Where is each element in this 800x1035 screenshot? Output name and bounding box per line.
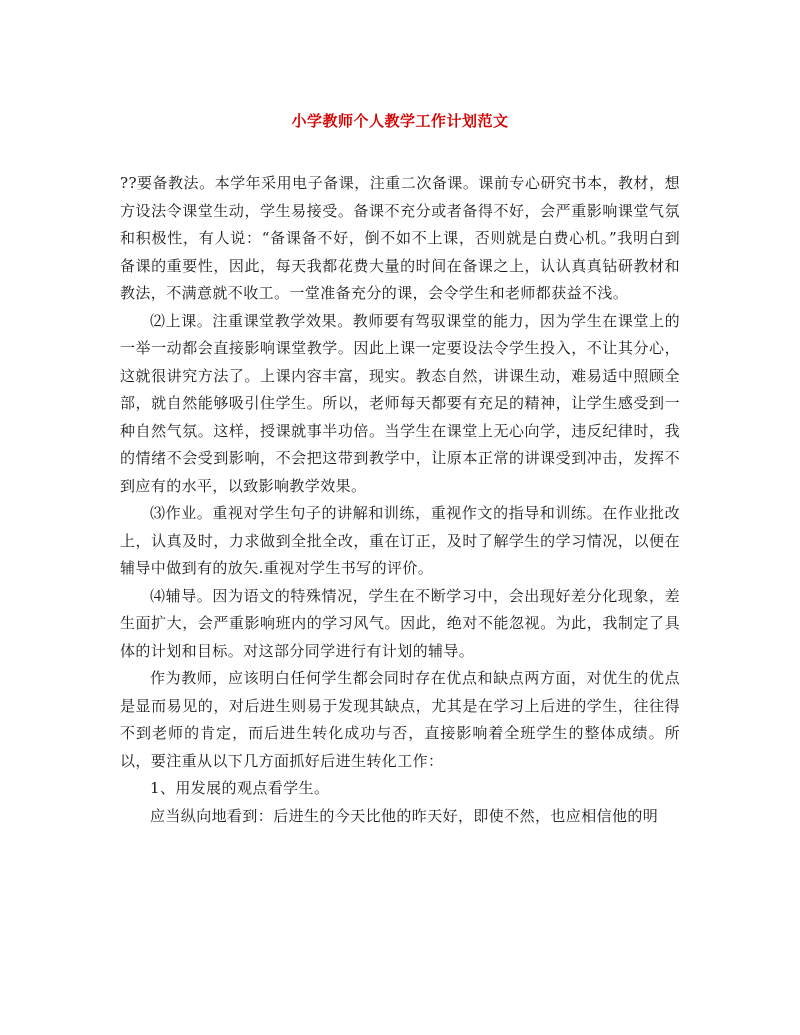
paragraph-homework: ⑶作业。重视对学生句子的讲解和训练，重视作文的指导和训练。在作业批改上，认真及时，力求做到全批全改，重在订正，及时了解学生的学习情况，以便在辅导中做到有的放矢.重视对学生书写的评价。 [120,504,680,577]
paragraph-prepare-methods: ??要备教法。本学年采用电子备课，注重二次备课。课前专心研究书本，教材，想方设法令课堂生动，学生易接受。备课不充分或者备得不好，会严重影响课堂气氛和积极性，有人说：“备课备不好，倒不如不上课，否则就是白费心机。”我明白到备课的重要性，因此，每天我都花费大量的时间在备课之上，认认真真钻研教材和教法，不满意就不收工。一堂准备充分的课，会令学生和老师都获益不浅。 [120,174,680,302]
paragraph-class-teaching: ⑵上课。注重课堂教学效果。教师要有驾驭课堂的能力，因为学生在课堂上的一举一动都会直接影响课堂教学。因此上课一定要设法令学生投入，不让其分心，这就很讲究方法了。上课内容丰富，现实。教态自然，讲课生动，难易适中照顾全部，就自然能够吸引住学生。所以，老师每天都要有充足的精神，让学生感受到一种自然气氛。这样，授课就事半功倍。当学生在课堂上无心向学，违反纪律时，我的情绪不会受到影响，不会把这带到教学中，让原本正常的讲课受到冲击，发挥不到应有的水平，以致影响教学效果。 [120,311,680,495]
document-body [120,170,680,830]
document-title: 小学教师个人教学工作计划范文 [291,112,509,130]
paragraph-vertical-view: 应当纵向地看到：后进生的今天比他的昨天好，即使不然，也应相信他的明 [150,806,659,825]
paragraph-as-teacher: 作为教师，应该明白任何学生都会同时存在优点和缺点两方面，对优生的优点是显而易见的，对后进生则易于发现其缺点，尤其是在学习上后进的学生，往往得不到老师的肯定，而后进生转化成功与否，直接影响着全班学生的整体成绩。所以，要注重从以下几方面抓好后进生转化工作： [120,669,680,770]
paragraph-development-view: 1、用发展的观点看学生。 [150,779,330,797]
paragraph-tutoring: ⑷辅导。因为语文的特殊情况，学生在不断学习中，会出现好差分化现象，差生面扩大，会严重影响班内的学习风气。因此，绝对不能忽视。为此，我制定了具体的计划和目标。对这部分同学进行有计划的辅导。 [120,586,680,660]
